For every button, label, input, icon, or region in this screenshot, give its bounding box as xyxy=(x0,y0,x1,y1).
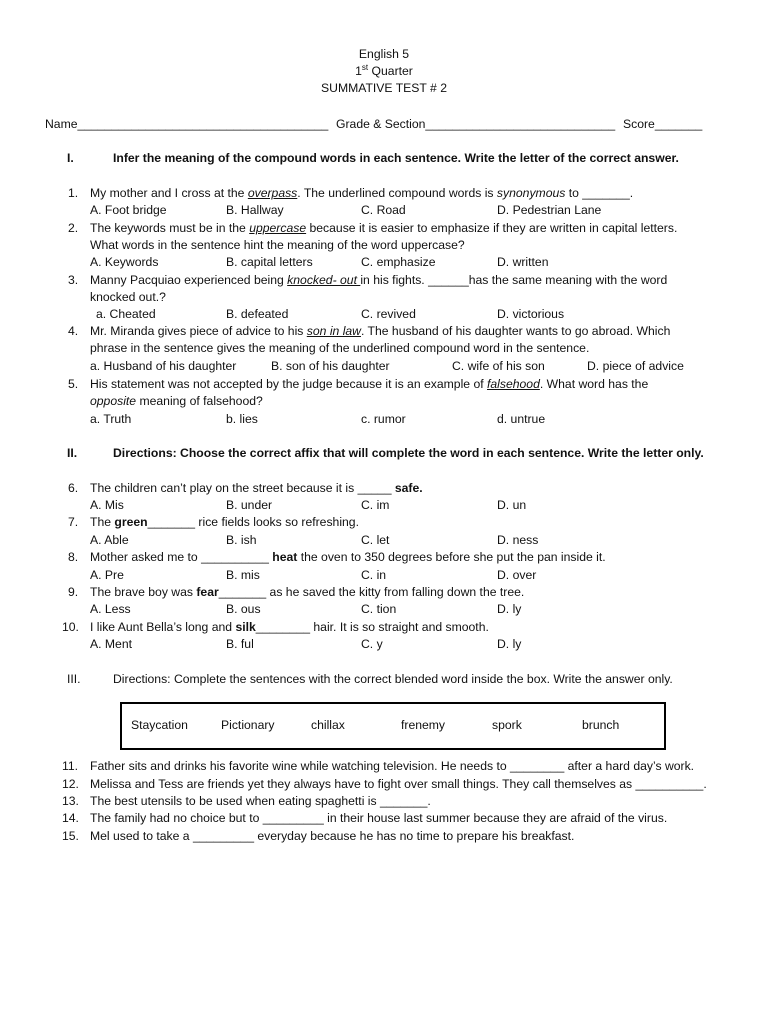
choice-b: B. capital letters xyxy=(226,255,313,269)
word-box-item: spork xyxy=(492,718,522,732)
word-box-item: frenemy xyxy=(401,718,446,732)
choice-d: D. written xyxy=(497,255,549,269)
question-number: 11. xyxy=(62,759,79,773)
question-text: My mother and I cross at the overpass. The underlined compound words is synonymous to _______. xyxy=(90,186,634,200)
choice-d: D. piece of advice xyxy=(587,359,684,373)
section-2-directions: Directions: Choose the correct affix that will complete the word in each sentence. Write the letter only. xyxy=(113,446,704,460)
question-text: The brave boy was fear_______ as he saved the kitty from falling down the tree. xyxy=(90,585,525,599)
question-number: 12. xyxy=(62,777,79,791)
question-text: Mother asked me to __________ heat the oven to 350 degrees before she put the pan inside it. xyxy=(90,550,606,564)
question-text: The family had no choice but to _________ in their house last summer because they are afraid of the virus. xyxy=(90,811,668,825)
question-text-cont: phrase in the sentence gives the meaning of the underlined compound word in the sentence. xyxy=(90,341,590,355)
choice-c: C. emphasize xyxy=(361,255,436,269)
grade-section-field: Grade & Section____________________________ xyxy=(336,117,616,131)
choice-c: C. wife of his son xyxy=(452,359,545,373)
question-number: 13. xyxy=(62,794,79,808)
subject-title: English 5 xyxy=(358,47,410,61)
choice-d: d. untrue xyxy=(497,412,546,426)
question-text: The best utensils to be used when eating spaghetti is _______. xyxy=(90,794,431,808)
question-text: The green_______ rice fields looks so refreshing. xyxy=(90,515,359,529)
choice-d: D. over xyxy=(497,568,537,582)
question-text: Father sits and drinks his favorite wine while watching television. He needs to ________ after a hard day’s work. xyxy=(90,759,695,773)
choice-a: A. Less xyxy=(90,602,131,616)
question-text-cont: What words in the sentence hint the meaning of the word uppercase? xyxy=(90,238,465,252)
word-box-item: Pictionary xyxy=(221,718,275,732)
question-number: 3. xyxy=(68,273,79,287)
choice-c: c. rumor xyxy=(361,412,406,426)
question-text: The keywords must be in the uppercase because it is easier to emphasize if they are written in capital letters. xyxy=(90,221,678,235)
choice-a: a. Truth xyxy=(90,412,132,426)
section-1-number: I. xyxy=(67,151,74,165)
question-text: Manny Pacquiao experienced being knocked- out in his fights. ______has the same meaning with the word xyxy=(90,273,668,287)
section-3-number: III. xyxy=(67,672,81,686)
question-number: 2. xyxy=(68,221,79,235)
choice-b: b. lies xyxy=(226,412,258,426)
choice-c: C. tion xyxy=(361,602,397,616)
test-title: SUMMATIVE TEST # 2 xyxy=(321,81,447,95)
choice-c: C. in xyxy=(361,568,387,582)
choice-d: D. ly xyxy=(497,637,522,651)
question-text-cont: knocked out.? xyxy=(90,290,166,304)
choice-d: D. Pedestrian Lane xyxy=(497,203,602,217)
question-text-cont: opposite meaning of falsehood? xyxy=(90,394,263,408)
choice-c: C. im xyxy=(361,498,390,512)
choice-a: A. Mis xyxy=(90,498,124,512)
question-number: 14. xyxy=(62,811,79,825)
question-number: 10. xyxy=(62,620,79,634)
choice-a: a. Cheated xyxy=(96,307,156,321)
choice-a: A. Keywords xyxy=(90,255,159,269)
choice-d: D. victorious xyxy=(497,307,565,321)
word-box-item: brunch xyxy=(582,718,620,732)
question-text: I like Aunt Bella’s long and silk________ hair. It is so straight and smooth. xyxy=(90,620,489,634)
choice-b: B. Hallway xyxy=(226,203,284,217)
choice-b: B. defeated xyxy=(226,307,289,321)
choice-b: B. mis xyxy=(226,568,260,582)
choice-d: D. un xyxy=(497,498,527,512)
choice-c: C. Road xyxy=(361,203,406,217)
choice-c: C. revived xyxy=(361,307,416,321)
word-box-item: Staycation xyxy=(131,718,188,732)
choice-c: C. let xyxy=(361,533,390,547)
choice-a: A. Pre xyxy=(90,568,124,582)
choice-a: a. Husband of his daughter xyxy=(90,359,237,373)
question-number: 6. xyxy=(68,481,79,495)
question-number: 9. xyxy=(68,585,79,599)
question-number: 4. xyxy=(68,324,79,338)
choice-b: B. ish xyxy=(226,533,257,547)
choice-b: B. under xyxy=(226,498,273,512)
word-box-item: chillax xyxy=(311,718,345,732)
choice-a: A. Ment xyxy=(90,637,132,651)
question-number: 8. xyxy=(68,550,79,564)
question-text: Mr. Miranda gives piece of advice to his son in law. The husband of his daughter wants to go abroad. Which xyxy=(90,324,671,338)
question-text: His statement was not accepted by the judge because it is an example of falsehood. What word has the xyxy=(90,377,649,391)
choice-d: D. ness xyxy=(497,533,539,547)
choice-a: A. Foot bridge xyxy=(90,203,167,217)
choice-a: A. Able xyxy=(90,533,129,547)
section-3-directions: Directions: Complete the sentences with the correct blended word inside the box. Write the answer only. xyxy=(113,672,673,686)
section-1-directions: Infer the meaning of the compound words in each sentence. Write the letter of the correct answer. xyxy=(113,151,679,165)
question-number: 5. xyxy=(68,377,79,391)
question-number: 7. xyxy=(68,515,79,529)
name-field: Name_____________________________________ xyxy=(45,117,329,131)
quarter-title: 1st Quarter xyxy=(355,62,413,78)
choice-b: B. ful xyxy=(226,637,254,651)
question-text: The children can’t play on the street because it is _____ safe. xyxy=(90,481,423,495)
choice-b: B. ous xyxy=(226,602,261,616)
choice-c: C. y xyxy=(361,637,383,651)
question-number: 1. xyxy=(68,186,79,200)
score-field: Score_______ xyxy=(623,117,703,131)
section-2-number: II. xyxy=(67,446,78,460)
question-number: 15. xyxy=(62,829,79,843)
choice-b: B. son of his daughter xyxy=(271,359,390,373)
choice-d: D. ly xyxy=(497,602,522,616)
question-text: Melissa and Tess are friends yet they always have to fight over small things. They call themselves as __________. xyxy=(90,777,707,791)
question-text: Mel used to take a _________ everyday because he has no time to prepare his breakfast. xyxy=(90,829,575,843)
